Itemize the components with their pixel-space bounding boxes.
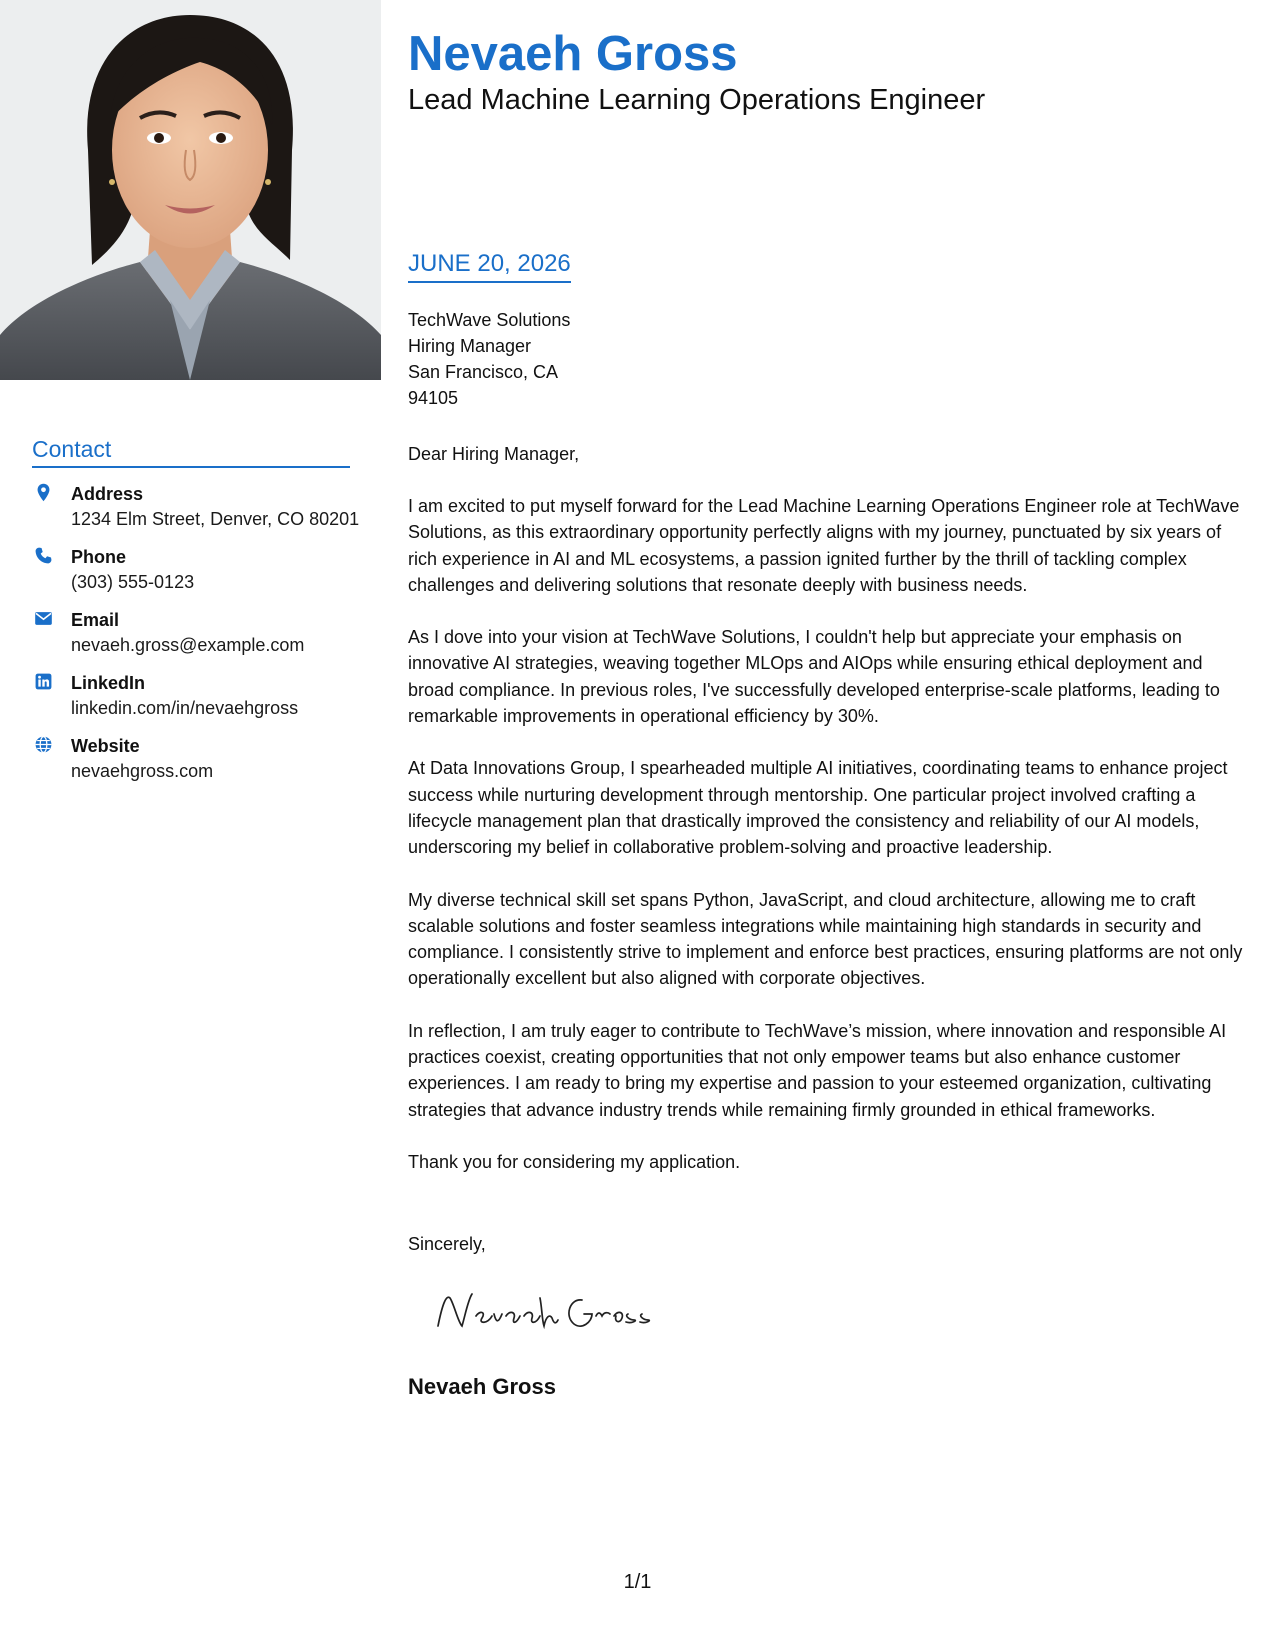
body-paragraph: In reflection, I am truly eager to contribute to TechWave’s mission, where innovation and responsible AI practices coexist, creating opportunities that not only empower teams but also enhance customer experiences. I am ready to bring my expertise and passion to your esteemed organization, cultivating strategies that advance industry trends while remaining firmly grounded in ethical frameworks. [408, 1020, 1227, 1120]
website-value[interactable]: nevaehgross.com [71, 761, 214, 781]
letter-body [408, 493, 1253, 1201]
address-value: 1234 Elm Street, Denver, CO 80201 [71, 509, 360, 529]
recipient-zip: 94105 [408, 388, 459, 408]
contact-label: Website [71, 736, 140, 756]
signer-name: Nevaeh Gross [408, 1374, 556, 1399]
recipient-block [408, 307, 570, 411]
portrait-illustration [0, 0, 381, 380]
contact-item-linkedin [32, 671, 362, 720]
contact-label: Address [71, 484, 144, 504]
globe-icon [34, 735, 53, 754]
recipient-role: Hiring Manager [408, 336, 532, 356]
letter-date: JUNE 20, 2026 [408, 250, 571, 283]
linkedin-icon [34, 672, 53, 691]
recipient-company: TechWave Solutions [408, 310, 571, 330]
body-paragraph: Thank you for considering my application. [408, 1151, 741, 1172]
recipient-city: San Francisco, CA [408, 362, 559, 382]
phone-icon [34, 546, 53, 565]
contact-label: LinkedIn [71, 673, 146, 693]
linkedin-value[interactable]: linkedin.com/in/nevaehgross [71, 698, 299, 718]
applicant-name: Nevaeh Gross [408, 27, 738, 81]
body-paragraph: I am excited to put myself forward for the Lead Machine Learning Operations Engineer role at TechWave Solutions, as this extraordinary opportunity perfectly aligns with my journey, punctuated by six years of rich experience in AI and ML ecosystems, a passion ignited further by the thrill of tackling complex challenges and delivering solutions that resonate deeply with business needs. [408, 496, 1240, 595]
job-title: Lead Machine Learning Operations Engineer [408, 84, 986, 116]
salutation: Dear Hiring Manager, [408, 444, 580, 464]
envelope-icon [34, 609, 53, 628]
contact-item-phone [32, 545, 362, 594]
handwritten-signature [432, 1286, 672, 1338]
body-paragraph: As I dove into your vision at TechWave Solutions, I couldn't help but appreciate your emphasis on innovative AI strategies, weaving together MLOps and AIOps while ensuring ethical deployment and broad compliance. In previous roles, I've successfully developed enterprise-scale platforms, leading to remarkable improvements in operational efficiency by 30%. [408, 627, 1220, 727]
email-value[interactable]: nevaeh.gross@example.com [71, 635, 305, 655]
profile-photo [0, 0, 381, 380]
contact-item-address [32, 482, 362, 531]
closing: Sincerely, [408, 1234, 486, 1254]
phone-value[interactable]: (303) 555-0123 [71, 572, 195, 592]
contact-list [32, 482, 362, 797]
body-paragraph: My diverse technical skill set spans Python, JavaScript, and cloud architecture, allowing me to craft scalable solutions and foster seamless integrations while maintaining high standards in security and compliance. I consistently strive to implement and enforce best practices, ensuring platforms are not only operationally excellent but also aligned with corporate objectives. [408, 889, 1243, 989]
page-number: 1/1 [623, 1571, 652, 1593]
contact-heading: Contact [32, 436, 350, 468]
contact-label: Phone [71, 547, 127, 567]
map-pin-icon [34, 483, 53, 502]
contact-item-website [32, 734, 362, 783]
body-paragraph: At Data Innovations Group, I spearheaded multiple AI initiatives, coordinating teams to enhance project success while nurturing development through mentorship. One particular project involved crafting a lifecycle management plan that drastically improved the consistency and reliability of our AI models, underscoring my belief in collaborative problem-solving and proactive leadership. [408, 758, 1228, 858]
sidebar [0, 0, 381, 1650]
contact-item-email [32, 608, 362, 657]
contact-label: Email [71, 610, 120, 630]
